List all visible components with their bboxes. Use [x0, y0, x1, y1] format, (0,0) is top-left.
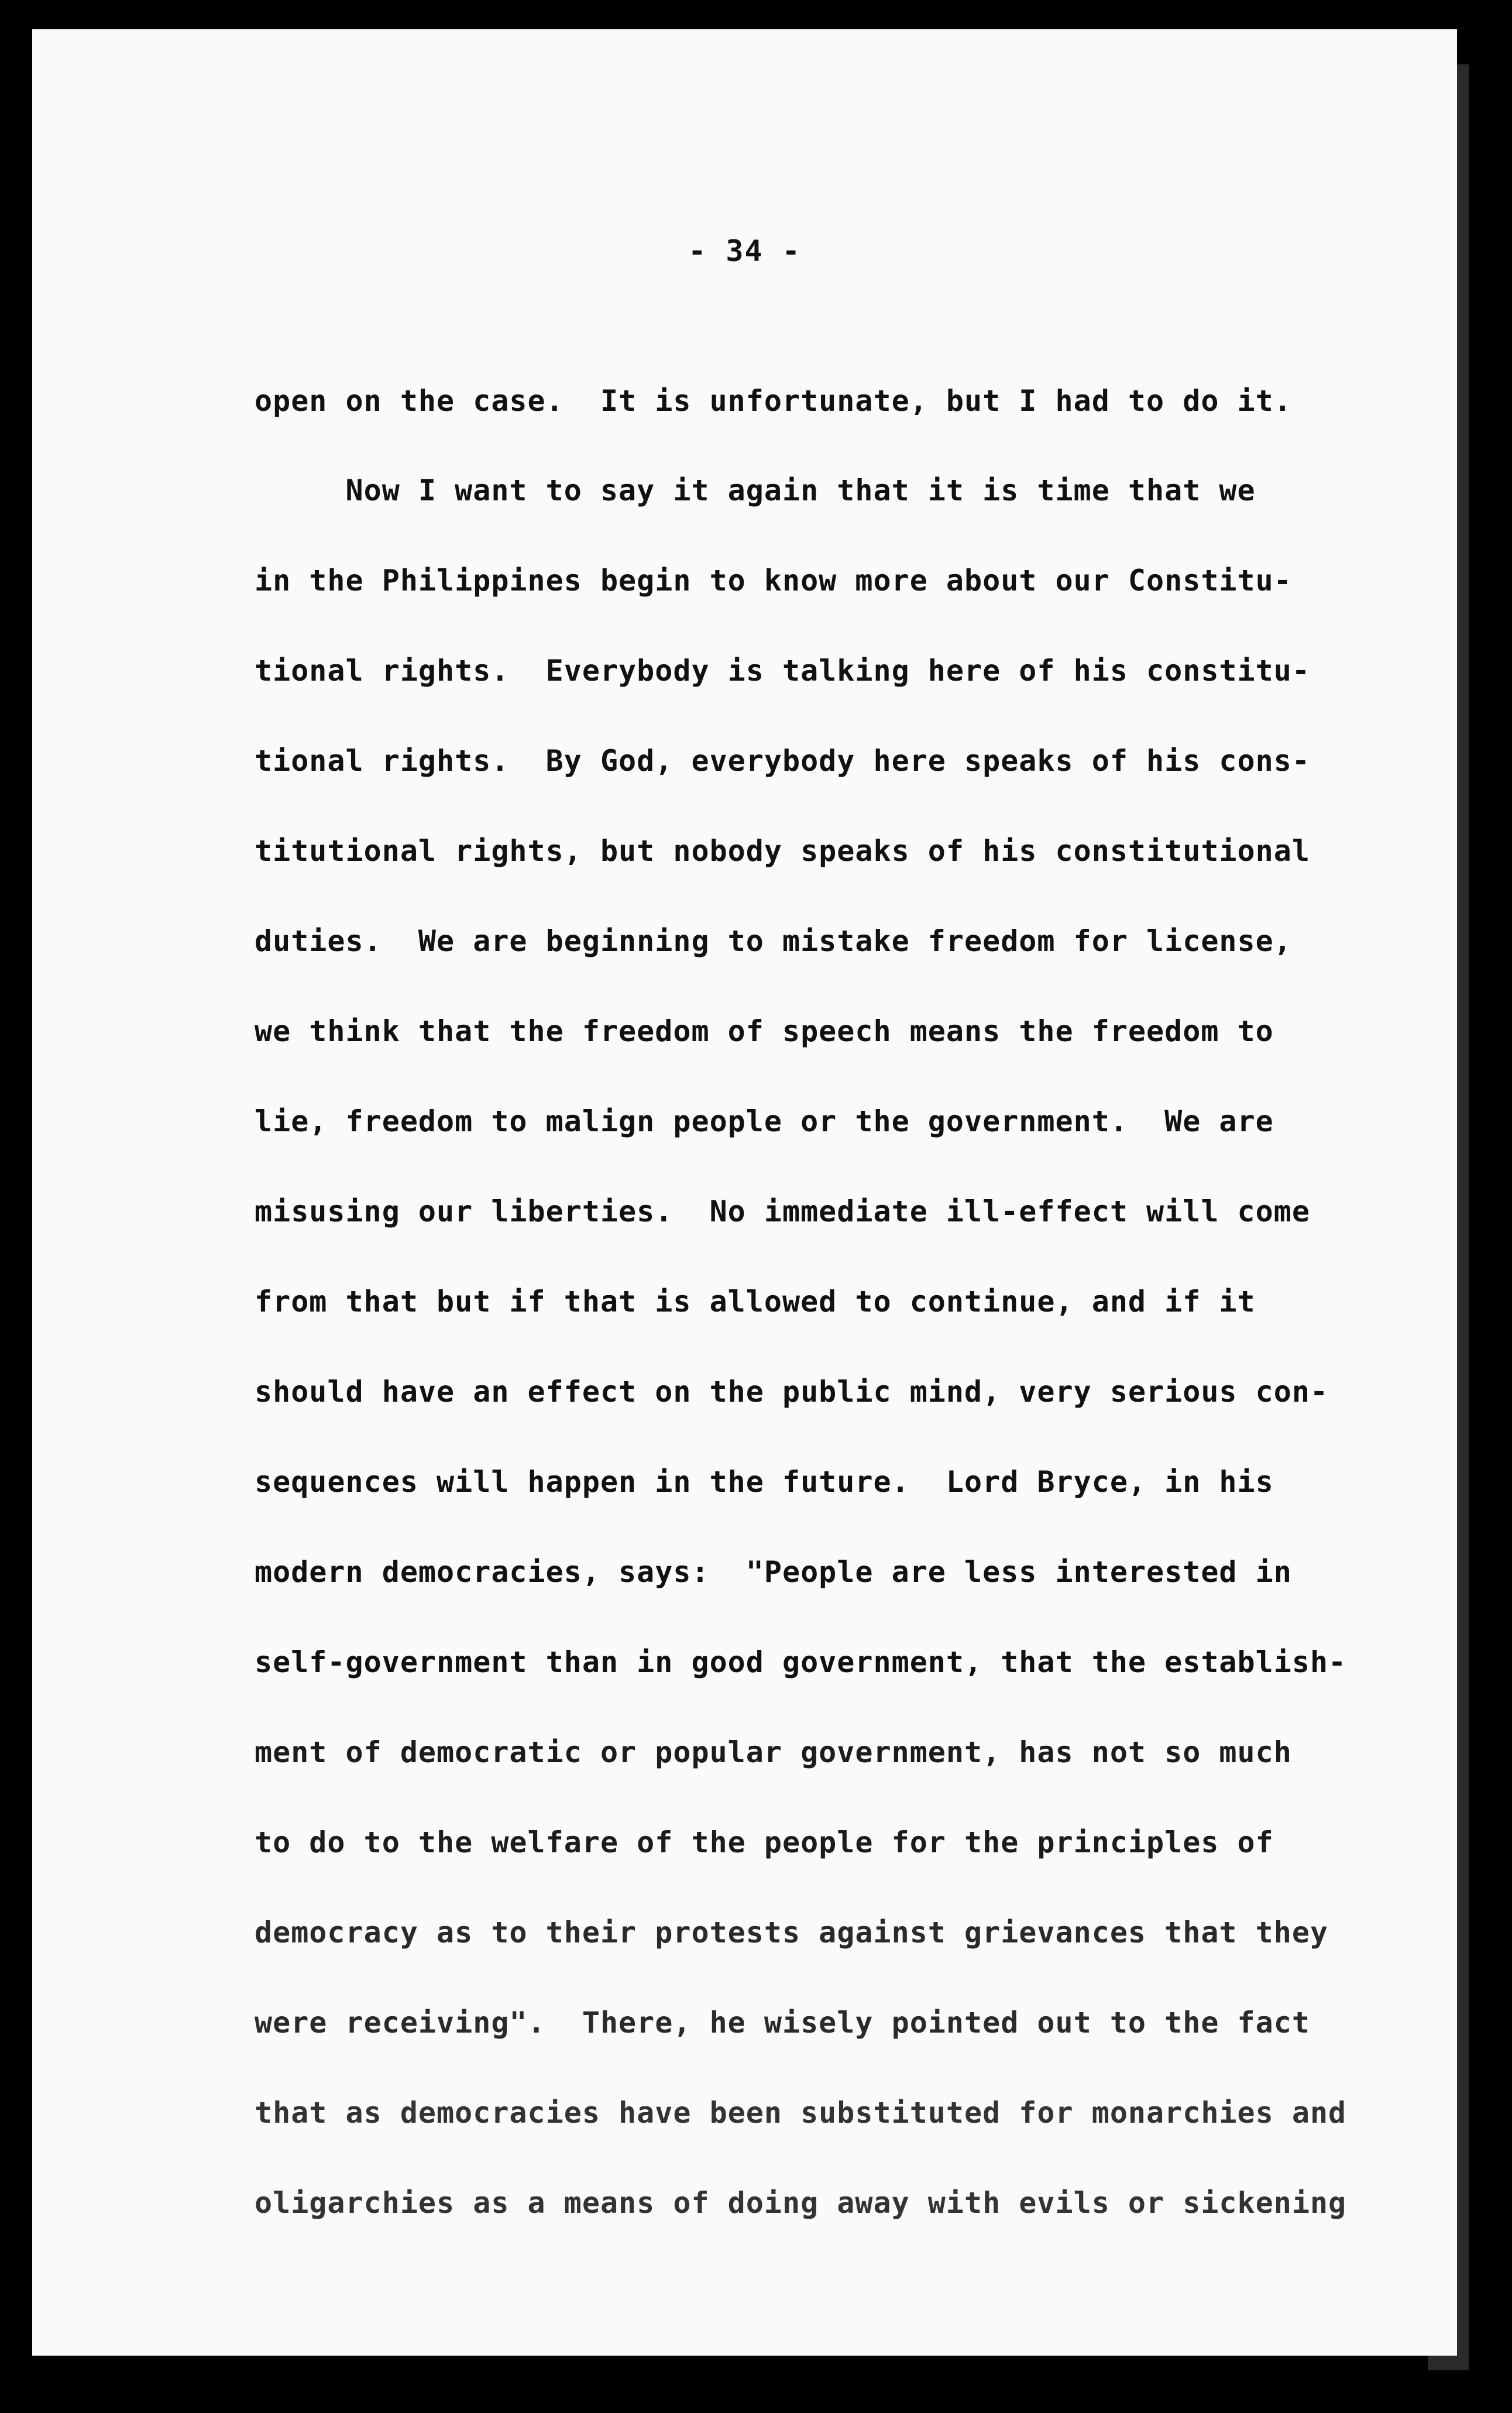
- typewritten-page: [32, 29, 1457, 2356]
- text-line: tional rights. Everybody is talking here of his constitu-: [255, 654, 1310, 688]
- text-line: self-government than in good government, that the establish-: [255, 1645, 1347, 1679]
- text-line: lie, freedom to malign people or the government. We are: [255, 1104, 1274, 1138]
- text-line: were receiving". There, he wisely pointed out to the fact: [255, 2006, 1310, 2040]
- text-line: in the Philippines begin to know more about our Constitu-: [255, 564, 1292, 598]
- text-line: duties. We are beginning to mistake freedom for license,: [255, 924, 1292, 958]
- text-line: from that but if that is allowed to continue, and if it: [255, 1285, 1256, 1319]
- text-line: sequences will happen in the future. Lord Bryce, in his: [255, 1465, 1274, 1499]
- page-number: - 34 -: [688, 234, 801, 268]
- text-line: Now I want to say it again that it is time that we: [255, 473, 1256, 507]
- text-line: titutional rights, but nobody speaks of his constitutional: [255, 834, 1310, 868]
- text-line: modern democracies, says: "People are less interested in: [255, 1555, 1292, 1589]
- text-line: we think that the freedom of speech means the freedom to: [255, 1014, 1274, 1048]
- text-line: misusing our liberties. No immediate ill-effect will come: [255, 1195, 1310, 1228]
- text-line: democracy as to their protests against grievances that they: [255, 1916, 1329, 1949]
- text-line: tional rights. By God, everybody here speaks of his cons-: [255, 744, 1310, 778]
- text-line: ment of democratic or popular government, has not so much: [255, 1735, 1292, 1769]
- text-line: open on the case. It is unfortunate, but I had to do it.: [255, 384, 1292, 418]
- text-line: to do to the welfare of the people for the principles of: [255, 1825, 1274, 1859]
- text-line: that as democracies have been substituted for monarchies and: [255, 2096, 1347, 2130]
- text-line: oligarchies as a means of doing away with evils or sickening: [255, 2186, 1347, 2220]
- text-line: should have an effect on the public mind, very serious con-: [255, 1375, 1329, 1409]
